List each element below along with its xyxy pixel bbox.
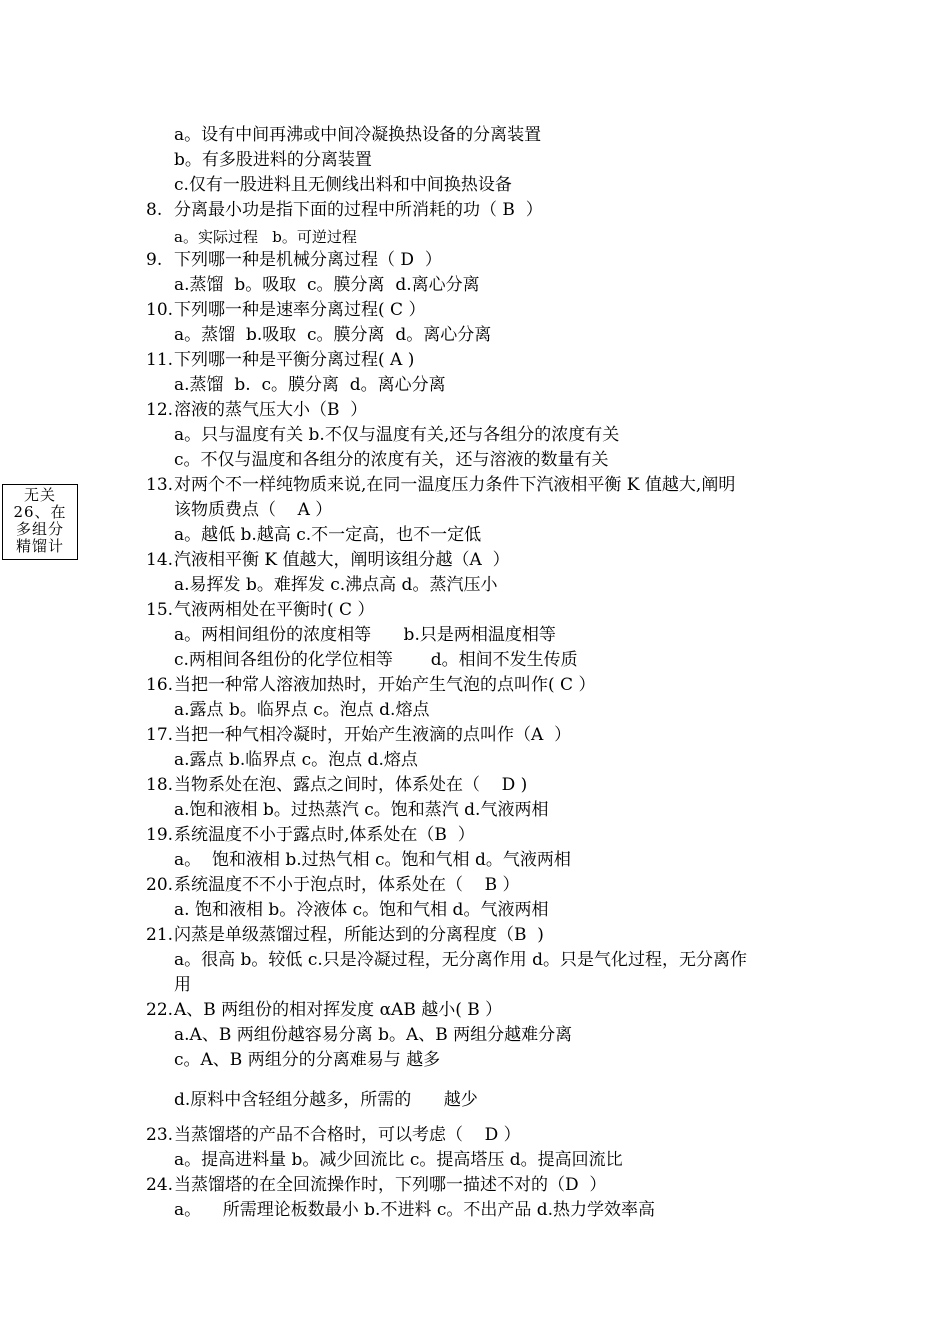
option-text: a.蒸馏 b. c。膜分离 d。离心分离 xyxy=(174,375,446,395)
question-number: 15. xyxy=(146,600,174,620)
option-text: a.露点 b.临界点 c。泡点 d.熔点 xyxy=(174,750,418,770)
option-text: c.仅有一股进料且无侧线出料和中间换热设备 xyxy=(174,175,512,195)
option-text: c.两相间各组份的化学位相等 d。相间不发生传质 xyxy=(174,650,578,670)
option-text: a.饱和液相 b。过热蒸汽 c。饱和蒸汽 d.气液两相 xyxy=(174,800,549,820)
option-text: a. 饱和液相 b。冷液体 c。饱和气相 d。气液两相 xyxy=(174,900,549,920)
question-text: 下列哪一种是机械分离过程（ D ） xyxy=(174,250,442,270)
question-text: 系统温度不小于露点时,体系处在（B ） xyxy=(174,825,475,845)
question-text: 下列哪一种是平衡分离过程( A ) xyxy=(174,350,415,370)
question-text: 当把一种常人溶液加热时，开始产生气泡的点叫作( C ） xyxy=(174,675,596,695)
question-number: 13. xyxy=(146,475,174,495)
question-text: 当蒸馏塔的在全回流操作时，下列哪一描述不对的（D ） xyxy=(174,1175,607,1195)
margin-note-line: 26、在 xyxy=(13,503,67,521)
question-number: 11. xyxy=(146,350,174,370)
question-text: 气液两相处在平衡时( C ） xyxy=(174,600,375,620)
question-number: 16. xyxy=(146,675,174,695)
question-text: 闪蒸是单级蒸馏过程，所能达到的分离程度（B ) xyxy=(174,925,544,945)
option-text: a.易挥发 b。难挥发 c.沸点高 d。蒸汽压小 xyxy=(174,575,498,595)
option-text: a.A、B 两组份越容易分离 b。A、B 两组分越难分离 xyxy=(174,1025,573,1045)
option-text: a。 饱和液相 b.过热气相 c。饱和气相 d。气液两相 xyxy=(174,850,571,870)
question-text: 下列哪一种是速率分离过程( C ） xyxy=(174,300,426,320)
option-text: b。有多股进料的分离装置 xyxy=(174,150,372,170)
question-text: 当物系处在泡、露点之间时，体系处在（ D ) xyxy=(174,775,528,795)
margin-note-line: 无关 xyxy=(23,486,56,504)
question-number: 12. xyxy=(146,400,174,420)
margin-note-box xyxy=(2,484,78,560)
question-text: 汽液相平衡 K 值越大，阐明该组分越（A ） xyxy=(174,550,510,570)
question-text: 分离最小功是指下面的过程中所消耗的功（ B ） xyxy=(174,200,543,220)
option-text: a。很高 b。较低 c.只是冷凝过程，无分离作用 d。只是气化过程，无分离作 xyxy=(174,950,748,970)
question-number: 19. xyxy=(146,825,174,845)
question-number: 9. xyxy=(146,250,163,270)
question-text: 溶液的蒸气压大小（B ） xyxy=(174,400,368,420)
question-number: 14. xyxy=(146,550,174,570)
margin-note-line: 多组分 xyxy=(15,520,64,538)
option-text: 该物质费点（ A ） xyxy=(174,500,333,520)
option-text: a。越低 b.越高 c.不一定高，也不一定低 xyxy=(174,525,482,545)
option-text: a。 所需理论板数最小 b.不进料 c。不出产品 d.热力学效率高 xyxy=(174,1200,656,1220)
option-text: a。蒸馏 b.吸取 c。膜分离 d。离心分离 xyxy=(174,325,492,345)
question-number: 23. xyxy=(146,1125,174,1145)
option-text: c。A、B 两组分的分离难易与 越多 xyxy=(174,1050,441,1070)
question-number: 21. xyxy=(146,925,174,945)
question-number: 10. xyxy=(146,300,174,320)
question-number: 8. xyxy=(146,200,163,220)
option-text: d.原料中含轻组分越多，所需的 越少 xyxy=(174,1090,478,1110)
option-text: a。两相间组份的浓度相等 b.只是两相温度相等 xyxy=(174,625,556,645)
option-text: a。提高进料量 b。减少回流比 c。提高塔压 d。提高回流比 xyxy=(174,1150,623,1170)
margin-note-line: 精馏计 xyxy=(15,537,64,555)
question-text: 当把一种气相冷凝时，开始产生液滴的点叫作（A ） xyxy=(174,725,572,745)
option-text: a。设有中间再沸或中间冷凝换热设备的分离装置 xyxy=(174,125,542,145)
question-number: 18. xyxy=(146,775,174,795)
option-text: c。不仅与温度和各组分的浓度有关，还与溶液的数量有关 xyxy=(174,450,609,470)
question-text: 当蒸馏塔的产品不合格时，可以考虑（ D ） xyxy=(174,1125,521,1145)
question-text: A、B 两组份的相对挥发度 αAB 越小( B ） xyxy=(174,1000,503,1020)
option-text: a。实际过程 b。可逆过程 xyxy=(174,228,357,246)
option-text: 用 xyxy=(174,975,191,995)
option-text: a。只与温度有关 b.不仅与温度有关,还与各组分的浓度有关 xyxy=(174,425,620,445)
question-number: 17. xyxy=(146,725,174,745)
question-number: 22. xyxy=(146,1000,174,1020)
option-text: a.露点 b。临界点 c。泡点 d.熔点 xyxy=(174,700,430,720)
question-text: 系统温度不不小于泡点时，体系处在（ B ） xyxy=(174,875,520,895)
question-number: 20. xyxy=(146,875,174,895)
question-number: 24. xyxy=(146,1175,174,1195)
option-text: a.蒸馏 b。吸取 c。膜分离 d.离心分离 xyxy=(174,275,480,295)
question-text: 对两个不一样纯物质来说,在同一温度压力条件下汽液相平衡 K 值越大,阐明 xyxy=(174,475,736,495)
